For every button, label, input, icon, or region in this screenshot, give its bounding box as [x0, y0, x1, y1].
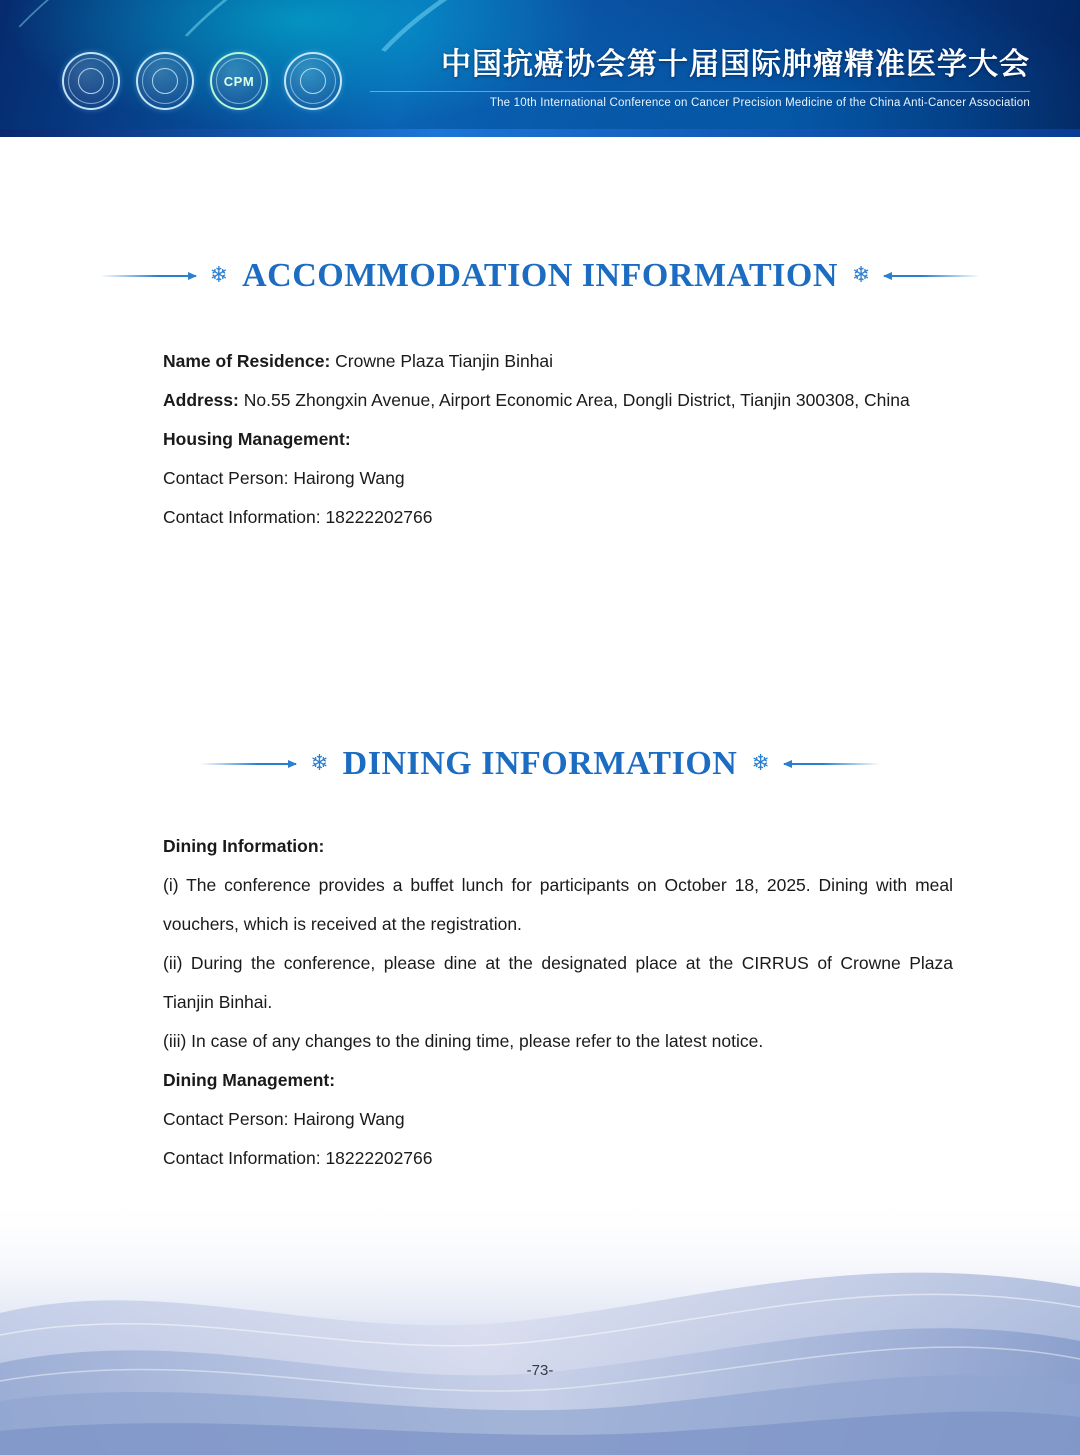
logo-group — [62, 52, 342, 110]
footer-wave-graphic — [0, 1195, 1080, 1455]
ornament-icon: ❄ — [751, 750, 770, 775]
china-anti-cancer-association-logo — [62, 52, 120, 110]
cpm-logo-label: CPM — [223, 73, 255, 89]
dining-heading-text: DINING INFORMATION — [342, 745, 738, 782]
page-number: -73- — [526, 1362, 554, 1379]
conference-logo — [284, 52, 342, 110]
heading-rule-left — [100, 275, 196, 277]
housing-management-label: Housing Management: — [163, 429, 351, 449]
accommodation-content — [163, 342, 953, 537]
conference-header-banner — [0, 0, 1080, 137]
emblem-icon — [152, 68, 178, 94]
heading-rule-right — [884, 275, 980, 277]
address-label: Address: — [163, 390, 239, 410]
cpm-logo — [210, 52, 268, 110]
dining-contact-person: Contact Person: Hairong Wang — [163, 1109, 405, 1129]
accommodation-section-heading — [0, 257, 1080, 295]
dining-content — [163, 827, 953, 1178]
ornament-icon: ❄ — [310, 750, 329, 775]
dining-contact-information: Contact Information: 18222202766 — [163, 1148, 433, 1168]
residence-value: Crowne Plaza Tianjin Binhai — [335, 351, 554, 371]
housing-contact-person: Contact Person: Hairong Wang — [163, 468, 405, 488]
dining-info-label: Dining Information: — [163, 836, 325, 856]
address-value: No.55 Zhongxin Avenue, Airport Economic Area, Dongli District, Tianjin 300308, China — [243, 390, 910, 410]
housing-contact-information: Contact Information: 18222202766 — [163, 507, 433, 527]
dining-management-label: Dining Management: — [163, 1070, 336, 1090]
address-line — [163, 381, 953, 420]
banner-title-block — [370, 48, 1030, 109]
heading-rule-left — [200, 763, 296, 765]
footer-wave-decoration — [0, 1195, 1080, 1455]
ornament-icon: ❄ — [851, 262, 871, 287]
banner-title-english: The 10th International Conference on Cancer Precision Medicine of the China Anti-Cancer Association — [370, 91, 1030, 109]
document-page — [0, 137, 1080, 1455]
ornament-icon: ❄ — [209, 262, 229, 287]
medical-emblem-logo — [136, 52, 194, 110]
banner-bottom-glow — [0, 129, 1080, 137]
residence-label: Name of Residence: — [163, 351, 331, 371]
dining-item: (iii) In case of any changes to the dining time, please refer to the latest notice. — [163, 1031, 764, 1051]
heading-rule-right — [784, 763, 880, 765]
emblem-icon — [300, 68, 326, 94]
residence-line — [163, 342, 953, 381]
dining-section-heading — [0, 745, 1080, 783]
accommodation-heading-text: ACCOMMODATION INFORMATION — [242, 257, 838, 294]
emblem-icon — [78, 68, 104, 94]
dining-item: (i) The conference provides a buffet lunch for participants on October 18, 2025. Dining with meal vouchers, which is received at the registration. — [163, 875, 953, 934]
dining-item: (ii) During the conference, please dine at the designated place at the CIRRUS of Crowne Plaza Tianjin Binhai. — [163, 953, 953, 1012]
banner-title-chinese: 中国抗癌协会第十届国际肿瘤精准医学大会 — [441, 47, 1030, 82]
